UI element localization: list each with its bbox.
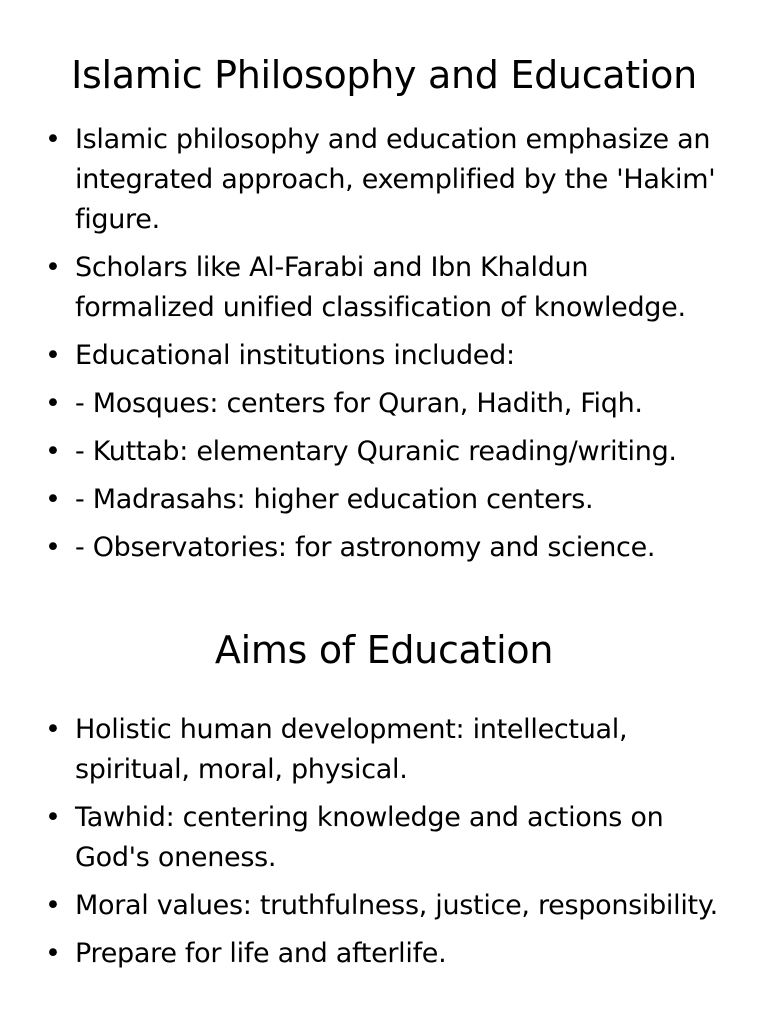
slide-aims-of-education <box>0 578 768 1024</box>
bullet-item <box>45 886 728 926</box>
bullet-icon: • <box>45 532 61 563</box>
bullet-icon: • <box>45 124 61 155</box>
bullet-text: - Mosques: centers for Quran, Hadith, Fiqh. <box>75 388 643 419</box>
bullet-icon: • <box>45 436 61 467</box>
bullet-text: Educational institutions included: <box>75 340 515 371</box>
bullet-icon: • <box>45 388 61 419</box>
bullet-icon: • <box>45 484 61 515</box>
bullet-item <box>45 480 728 520</box>
bullet-text: Scholars like Al-Farabi and Ibn Khaldun formalized unified classification of knowledge. <box>75 252 686 323</box>
bullet-item <box>45 120 728 240</box>
bullet-item <box>45 798 728 878</box>
bullet-item <box>45 710 728 790</box>
bullet-text: Prepare for life and afterlife. <box>75 938 447 969</box>
bullet-text: - Observatories: for astronomy and science. <box>75 532 656 563</box>
slide-title: Islamic Philosophy and Education <box>71 53 697 97</box>
slide-title: Aims of Education <box>214 628 554 672</box>
bullet-icon: • <box>45 252 61 283</box>
bullet-item <box>45 528 728 568</box>
bullet-icon: • <box>45 938 61 969</box>
bullet-text: Tawhid: centering knowledge and actions on God's oneness. <box>75 802 664 873</box>
bullet-item <box>45 432 728 472</box>
bullet-item <box>45 336 728 376</box>
bullet-icon: • <box>45 340 61 371</box>
bullet-text: Holistic human development: intellectual, spiritual, moral, physical. <box>75 714 628 785</box>
bullet-text: - Madrasahs: higher education centers. <box>75 484 594 515</box>
bullet-text: Moral values: truthfulness, justice, responsibility. <box>75 890 718 921</box>
bullet-text: - Kuttab: elementary Quranic reading/writing. <box>75 436 677 467</box>
bullet-item <box>45 384 728 424</box>
bullet-item <box>45 934 728 974</box>
bullet-text: Islamic philosophy and education emphasize an integrated approach, exemplified by the 'Hakim' figure. <box>75 124 716 235</box>
bullet-list <box>0 710 768 974</box>
bullet-item <box>45 248 728 328</box>
bullet-icon: • <box>45 714 61 745</box>
bullet-icon: • <box>45 890 61 921</box>
bullet-list <box>0 120 768 568</box>
bullet-icon: • <box>45 802 61 833</box>
